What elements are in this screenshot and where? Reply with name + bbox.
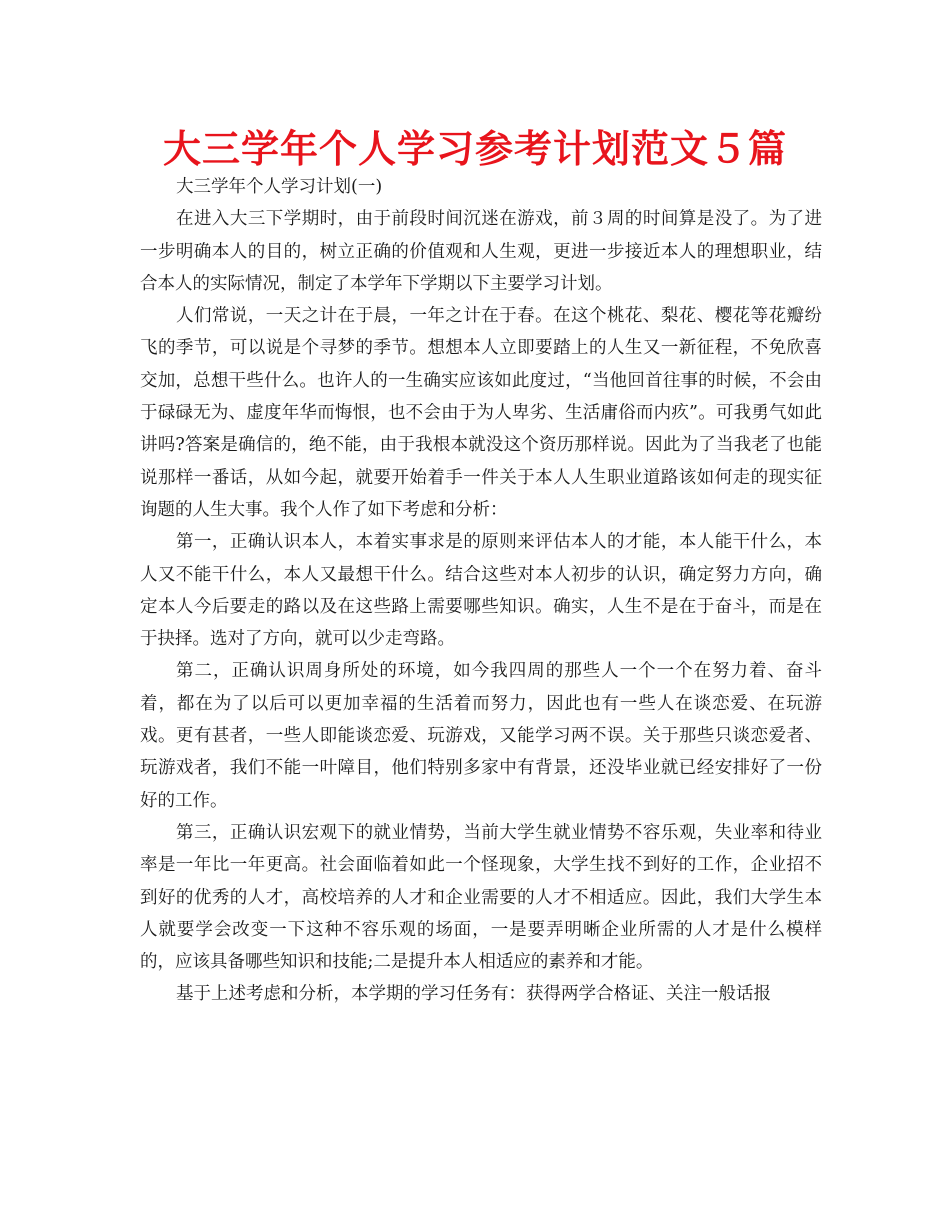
paragraph-3: 第一，正确认识本人，本着实事求是的原则来评估本人的才能，本人能干什么，本人又不能干什么，本人又最想干什么。结合这些对本人初步的认识，确定努力方向，确定本人今后要走的路以及在这些路上需要哪些知识。确实，人生不是在于奋斗，而是在于抉择。选对了方向，就可以少走弯路。 bbox=[140, 532, 822, 650]
paragraph-4: 第二，正确认识周身所处的环境，如今我四周的那些人一个一个在努力着、奋斗着，都在为了以后可以更加幸福的生活着而努力，因此也有一些人在谈恋爱、在玩游戏。更有甚者，一些人即能谈恋爱、玩游戏，又能学习两不误。关于那些只谈恋爱者、玩游戏者，我们不能一叶障目，他们特别多家中有背景，还没毕业就已经安排好了一份好的工作。 bbox=[140, 661, 822, 811]
section-heading: 大三学年个人学习计划(一) bbox=[176, 177, 383, 197]
document-body bbox=[140, 171, 822, 1011]
paragraph-1: 在进入大三下学期时，由于前段时间沉迷在游戏，前３周的时间算是没了。为了进一步明确本人的目的，树立正确的价值观和人生观，更进一步接近本人的理想职业，结合本人的实际情况，制定了本学年下学期以下主要学习计划。 bbox=[140, 209, 822, 294]
paragraph-2: 人们常说，一天之计在于晨，一年之计在于春。在这个桃花、梨花、樱花等花瓣纷飞的季节，可以说是个寻梦的季节。想想本人立即要踏上的人生又一新征程，不免欣喜交加，总想干些什么。也许人的一生确实应该如此度过，“当他回首往事的时候，不会由于碌碌无为、虚度年华而悔恨，也不会由于为人卑劣、生活庸俗而内疚”。可我勇气如此讲吗?答案是确信的，绝不能，由于我根本就没这个资历那样说。因此为了当我老了也能说那样一番话，从如今起，就要开始着手一件关于本人人生职业道路该如何走的现实征询题的人生大事。我个人作了如下考虑和分析： bbox=[140, 306, 822, 520]
paragraph-5: 第三，正确认识宏观下的就业情势，当前大学生就业情势不容乐观，失业率和待业率是一年比一年更高。社会面临着如此一个怪现象，大学生找不到好的工作，企业招不到好的优秀的人才，高校培养的人才和企业需要的人才不相适应。因此，我们大学生本人就要学会改变一下这种不容乐观的场面，一是要弄明晰企业所需的人才是什么模样的，应该具备哪些知识和技能;二是提升本人相适应的素养和才能。 bbox=[140, 822, 822, 973]
paragraph-6: 基于上述考虑和分析，本学期的学习任务有：获得两学合格证、关注一般话报 bbox=[176, 984, 771, 1005]
document-title: 大三学年个人学习参考计划范文５篇 bbox=[162, 127, 787, 171]
